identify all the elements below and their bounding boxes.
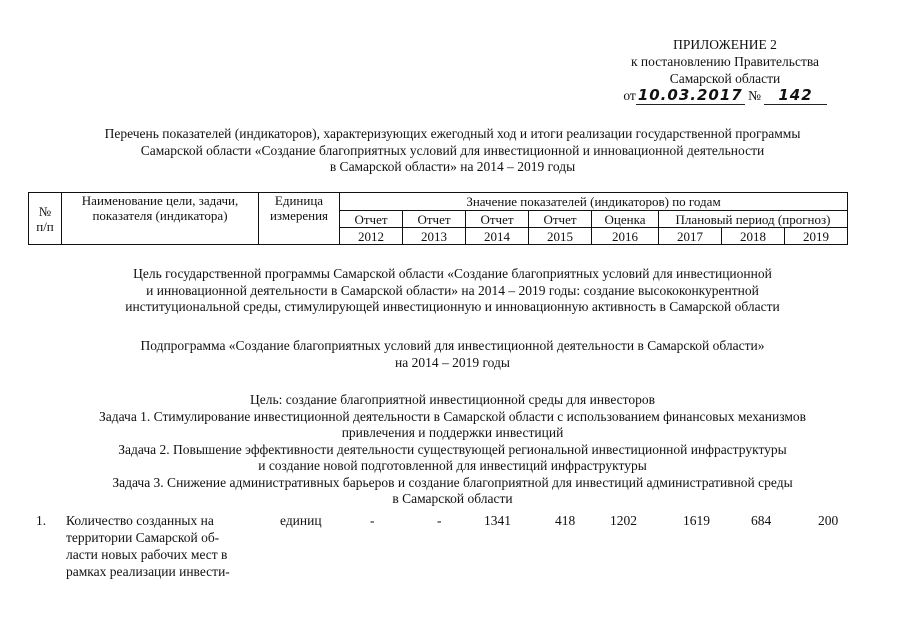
task-3: Задача 3. Снижение административных барьеров и создание благоприятной для инвестиций административной среды: [112, 474, 793, 490]
task-2-cont: и создание новой подготовленной для инвестиций инфраструктуры: [258, 458, 647, 473]
col-name-header: Наименование цели, задачи, показателя (индикатора): [62, 193, 259, 245]
row-name: Количество созданных на территории Самарской об- ласти новых рабочих мест в рамках реализации инвести-: [66, 513, 230, 579]
col-2012-year: 2012: [340, 228, 403, 245]
row-unit: единиц: [280, 513, 322, 528]
row-value-2018: 684: [751, 513, 772, 528]
task-3-cont: в Самарской области: [392, 491, 513, 506]
appendix-line-2: к постановлению Правительства: [630, 54, 820, 69]
col-2014-label: Отчет: [466, 211, 529, 228]
number-label: №: [748, 88, 761, 103]
col-2016-year: 2016: [592, 228, 659, 245]
program-goal-line: и инновационной деятельности в Самарской области» на 2014 – 2019 годы: создание высококонкурентной: [146, 282, 759, 298]
col-2015-year: 2015: [529, 228, 592, 245]
col-2014-year: 2014: [466, 228, 529, 245]
handwritten-number: 142: [764, 86, 826, 105]
col-2018-year: 2018: [722, 228, 785, 245]
row-value-2017: 1619: [683, 513, 710, 528]
appendix-date-line: [600, 87, 850, 104]
goal-and-tasks: [0, 392, 905, 508]
title-line-2: Самарской области «Создание благоприятных условий для инвестиционной и инновационной деятельности: [140, 142, 765, 158]
appendix-line-3: Самарской области: [669, 71, 781, 86]
row-num: 1.: [36, 513, 47, 528]
col-2012-label: Отчет: [340, 211, 403, 228]
from-label: от: [623, 88, 636, 103]
row-value-2016: 1202: [610, 513, 637, 528]
program-goal-line: институциональной среды, стимулирующей инвестиционную и инновационную активность в Самарской области: [125, 299, 780, 314]
subprogram-title: [0, 338, 905, 371]
plan-group-header: Плановый период (прогноз): [659, 211, 848, 228]
col-2013-label: Отчет: [403, 211, 466, 228]
row-value-2013: -: [437, 513, 442, 528]
row-value-2015: 418: [555, 513, 576, 528]
col-2013-year: 2013: [403, 228, 466, 245]
subprogram-line: на 2014 – 2019 годы: [395, 354, 510, 370]
row-value-2012: -: [370, 513, 375, 528]
program-goal-line: Цель государственной программы Самарской области «Создание благоприятных условий для инвестиционной: [133, 266, 772, 281]
title-line-1: Перечень показателей (индикаторов), характеризующих ежегодный ход и итоги реализации государственной программы: [104, 126, 801, 141]
task-1: Задача 1. Стимулирование инвестиционной деятельности в Самарской области с использованием финансовых механизмов: [98, 408, 807, 424]
handwritten-date: 10.03.2017: [637, 86, 743, 104]
appendix-block: [600, 36, 850, 104]
col-2017-year: 2017: [659, 228, 722, 245]
title-line-3: в Самарской области» на 2014 – 2019 годы: [329, 159, 576, 174]
program-goal: [0, 266, 905, 316]
appendix-title: ПРИЛОЖЕНИЕ 2: [673, 37, 777, 52]
task-2: Задача 2. Повышение эффективности деятельности существующей региональной инвестиционной инфраструктуры: [118, 441, 787, 457]
row-value-2019: 200: [818, 513, 839, 528]
subprogram-goal: Цель: создание благоприятной инвестиционной среды для инвесторов: [249, 392, 656, 407]
document-title: [0, 126, 905, 176]
subprogram-line: Подпрограмма «Создание благоприятных условий для инвестиционной деятельности в Самарской области»: [140, 338, 765, 353]
col-2015-label: Отчет: [529, 211, 592, 228]
row-value-2014: 1341: [484, 513, 511, 528]
indicators-table-header: [28, 192, 848, 245]
col-num-header: № п/п: [29, 193, 62, 245]
task-1-cont: привлечения и поддержки инвестиций: [341, 425, 564, 440]
col-unit-header: Единица измерения: [259, 193, 340, 245]
col-2016-label: Оценка: [592, 211, 659, 228]
values-group-header: Значение показателей (индикаторов) по годам: [340, 193, 848, 211]
col-2019-year: 2019: [785, 228, 848, 245]
